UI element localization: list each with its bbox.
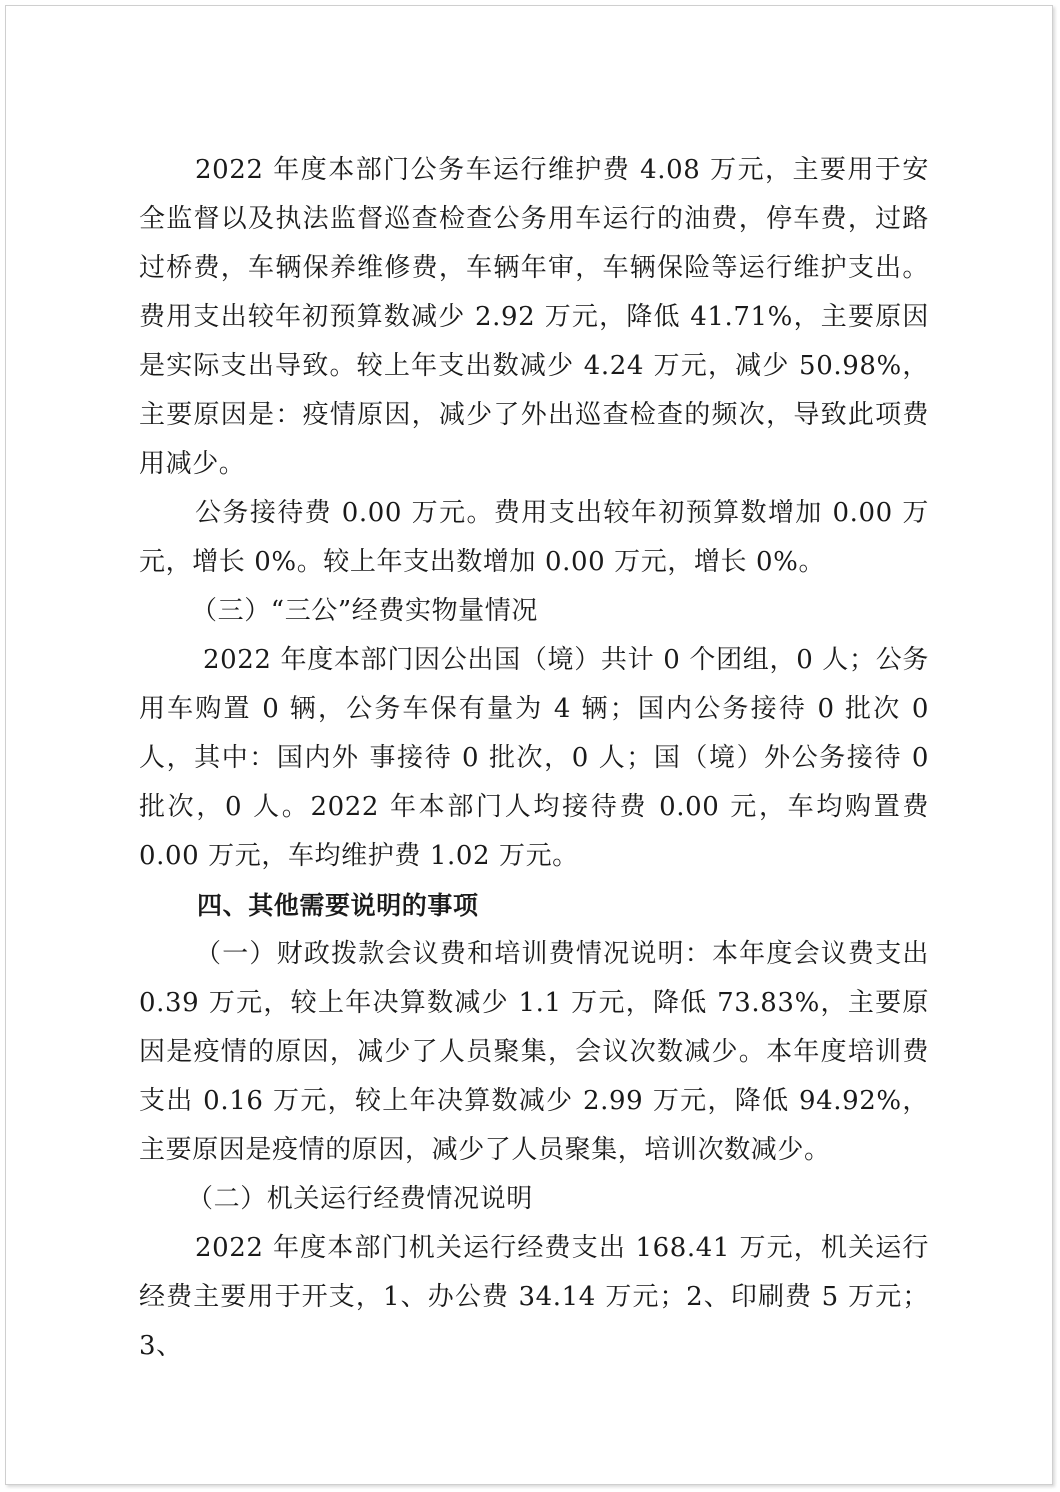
paragraph-reception-fee: 公务接待费 0.00 万元。费用支出较年初预算数增加 0.00 万元，增长 0%。较上年支出数增加 0.00 万元，增长 0%。	[139, 498, 929, 577]
subheading-three-public-quantity: （三）“三公”经费实物量情况	[191, 596, 538, 626]
document-body	[139, 146, 929, 1371]
paragraph-vehicle-maintenance: 2022 年度本部门公务车运行维护费 4.08 万元，主要用于安全监督以及执法监督巡查检查公务用车运行的油费，停车费，过路过桥费，车辆保养维修费，车辆年审，车辆保险等运行维护支出。费用支出较年初预算数减少 2.92 万元，降低 41.71%，主要原因是实际支出导致。较上年支出数减少 4.24 万元，减少 50.98%，主要原因是：疫情原因，减少了外出巡查检查的频次，导致此项费用减少。	[139, 155, 929, 479]
paragraph-meeting-training-fees: （一）财政拨款会议费和培训费情况说明：本年度会议费支出 0.39 万元，较上年决算数减少 1.1 万元，降低 73.83%，主要原因是疫情的原因，减少了人员聚集，会议次数减少。本年度培训费支出 0.16 万元，较上年决算数减少 2.99 万元，降低 94.92%，主要原因是疫情的原因，减少了人员聚集，培训次数减少。	[139, 939, 929, 1165]
paragraph-quantity-details: 2022 年度本部门因公出国（境）共计 0 个团组，0 人；公务用车购置 0 辆，公务车保有量为 4 辆；国内公务接待 0 批次 0 人，其中：国内外 事接待 0 批次，0 人；国（境）外公务接待 0 批次，0 人。2022 年本部门人均接待费 0.00 元，车均购置费 0.00 万元，车均维护费 1.02 万元。	[139, 645, 929, 871]
paragraph-operating-expenses: 2022 年度本部门机关运行经费支出 168.41 万元，机关运行经费主要用于开支，1、办公费 34.14 万元；2、印刷费 5 万元；3、	[139, 1233, 929, 1361]
section-heading-other-matters: 四、其他需要说明的事项	[197, 891, 479, 920]
document-page	[5, 5, 1053, 1485]
subheading-operating-expenses: （二）机关运行经费情况说明	[187, 1184, 533, 1214]
